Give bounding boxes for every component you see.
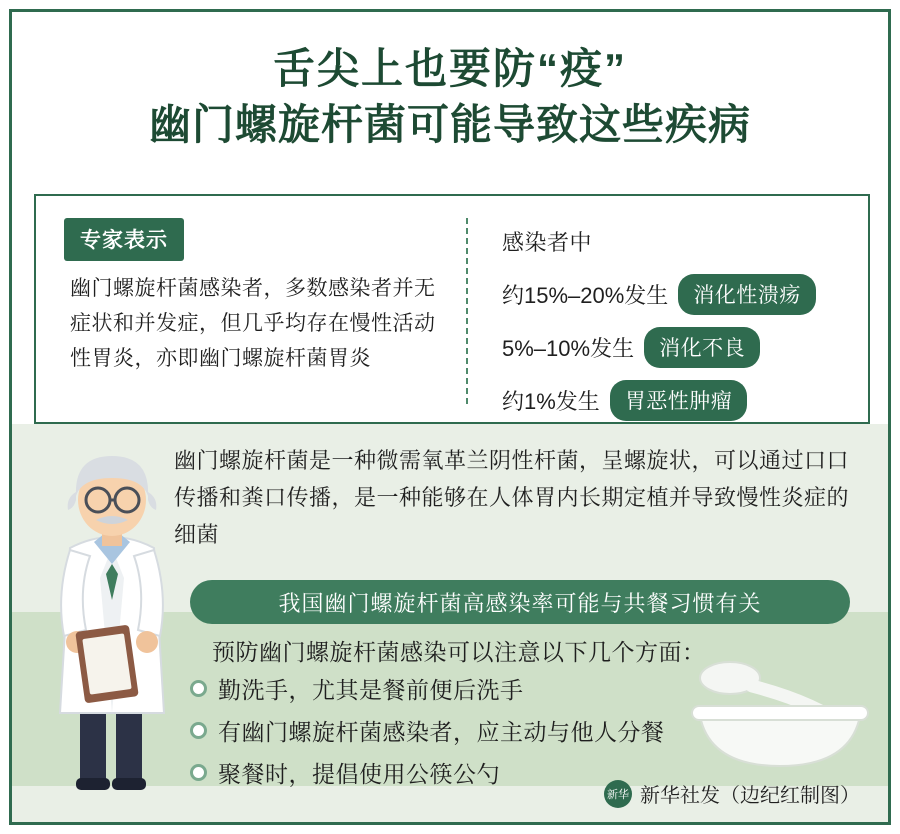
- expert-tag: 专家表示: [64, 218, 184, 261]
- highlight-banner: 我国幽门螺旋杆菌高感染率可能与共餐习惯有关: [190, 580, 850, 624]
- stat-pill: 消化不良: [644, 327, 760, 368]
- bullet-dot-icon: [190, 722, 207, 739]
- credit: [604, 779, 860, 808]
- credit-text: 新华社发（边纪红制图）: [640, 785, 860, 807]
- stat-row: [502, 274, 816, 315]
- description-paragraph: 幽门螺旋杆菌是一种微需氧革兰阴性杆菌，呈螺旋状，可以通过口口传播和粪口传播，是一种能够在人体胃内长期定植并导致慢性炎症的细菌: [174, 448, 850, 547]
- stats-heading: 感染者中: [502, 230, 593, 255]
- title-line-2: 幽门螺旋杆菌可能导致这些疾病: [148, 101, 751, 148]
- stat-prefix: 约15%–20%发生: [502, 283, 669, 308]
- stat-prefix: 约1%发生: [502, 389, 600, 414]
- doctor-illustration: [32, 430, 192, 790]
- list-item-label: 有幽门螺旋杆菌感染者，应主动与他人分餐: [218, 719, 665, 745]
- stat-row: [502, 327, 760, 368]
- bullet-dot-icon: [190, 680, 207, 697]
- poster-frame: [9, 9, 891, 825]
- list-item-label: 勤洗手，尤其是餐前便后洗手: [218, 677, 524, 703]
- title-line-1: 舌尖上也要防“疫”: [272, 45, 627, 92]
- expert-statement: 幽门螺旋杆菌感染者，多数感染者并无症状和并发症，但几乎均存在慢性活动性胃炎，亦即幽门螺旋杆菌胃炎: [70, 277, 436, 370]
- info-box: [34, 194, 870, 424]
- stat-prefix: 5%–10%发生: [502, 336, 635, 361]
- bullet-dot-icon: [190, 764, 207, 781]
- stat-pill: 消化性溃疡: [678, 274, 816, 315]
- stat-pill: 胃恶性肿瘤: [610, 380, 748, 421]
- vertical-divider: [466, 218, 468, 404]
- list-item-label: 聚餐时，提倡使用公筷公勺: [218, 761, 500, 787]
- prevention-title: 预防幽门螺旋杆菌感染可以注意以下几个方面：: [212, 639, 706, 665]
- stat-row: [502, 380, 747, 421]
- page-title: [12, 42, 888, 154]
- bowl-and-spoon-illustration: [672, 660, 882, 780]
- xinhua-logo-icon: 新华: [604, 780, 632, 808]
